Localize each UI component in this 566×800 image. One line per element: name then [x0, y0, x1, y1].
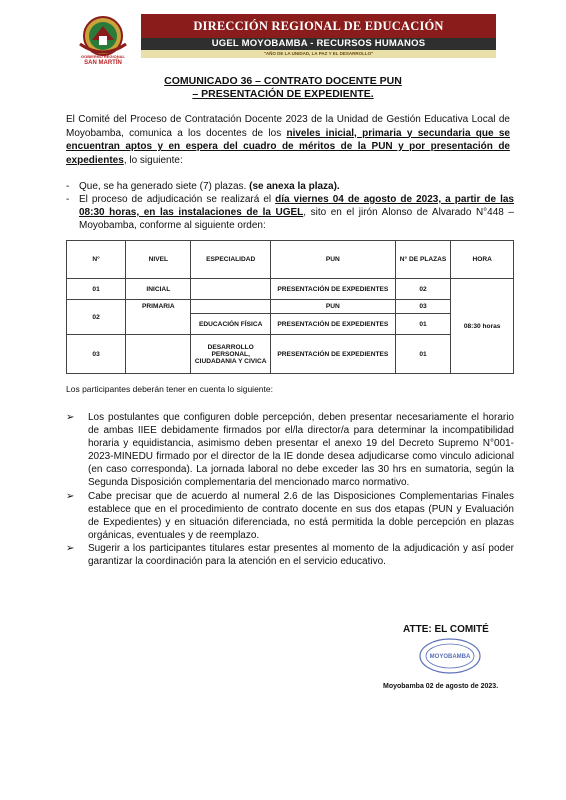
document-title-line1: COMUNICADO 36 – CONTRATO DOCENTE PUN [164, 75, 402, 87]
cell-plazas: 01 [395, 335, 451, 374]
cell-especialidad: EDUCACIÓN FÍSICA [191, 314, 270, 335]
cell-plazas: 02 [395, 279, 451, 300]
logo-line2: SAN MARTÍN [84, 60, 122, 66]
cell-especialidad [191, 300, 270, 314]
list-dash: - [66, 194, 70, 205]
list-item-text: Cabe precisar que de acuerdo al numeral 2.6 de las Disposiciones Complementarias Finales establece que en el procedimiento de contrato docente en sus dos etapas (PUN y Evaluación de Expedientes) y en situación diferenciada, no está permitida la doble percepción en plazas orgánicas, eventuales y de reemplazo. [88, 490, 514, 541]
cell-nivel: INICIAL [126, 279, 191, 300]
signature-heading: ATTE: EL COMITÉ [403, 624, 489, 635]
header-motto: "AÑO DE LA UNIDAD, LA PAZ Y EL DESARROLLO" [141, 50, 496, 58]
intro-emphasis: niveles inicial, primaria y secundaria que se encuentran aptos y en espera del cuadro de méritos de la PUN y por presentación de expedientes [66, 127, 510, 166]
intro-paragraph [66, 113, 510, 167]
cell-nivel [126, 335, 191, 374]
list-item-date: día viernes 04 de agosto de 2023, a partir de las 08:30 [79, 194, 514, 218]
col-header-num: N° [67, 241, 126, 279]
cell-pun: PRESENTACIÓN DE EXPEDIENTES [270, 279, 395, 300]
list-item-location: horas, en las instalaciones de la UGEL [104, 207, 304, 218]
col-header-nivel: NIVEL [126, 241, 191, 279]
table-header-row [67, 241, 514, 279]
col-header-especialidad: ESPECIALIDAD [191, 241, 270, 279]
col-header-pun: PUN [270, 241, 395, 279]
arrow-bullet-icon: ➢ [66, 490, 75, 502]
intro-text: El Comité del Proceso de Contratación Docente 2023 de la Unidad de Gestión Educativa Local de Moyobamba, comunica a los docentes de los [66, 114, 510, 139]
intro-text-end: , lo siguiente: [123, 154, 183, 166]
list-item-text-end: , sito en el jirón Alonso de Alvarado N°448 – Moyobamba, conforme al siguiente orden: [79, 207, 514, 231]
cell-num: 01 [67, 279, 126, 300]
list-item [66, 542, 514, 568]
logo-line1: GOBIERNO REGIONAL [80, 54, 125, 59]
cell-num: 03 [67, 335, 126, 374]
list-item [66, 411, 514, 490]
table-row [67, 279, 514, 300]
cell-plazas: 03 [395, 300, 451, 314]
arrow-bullet-icon: ➢ [66, 412, 75, 423]
document-title [100, 75, 466, 101]
cell-plazas: 01 [395, 314, 451, 335]
cell-nivel: PRIMARIA [126, 300, 191, 335]
cell-especialidad [191, 279, 270, 300]
requirements-list [66, 411, 514, 568]
col-header-hora: HORA [451, 241, 514, 279]
list-item-text: Que, se ha generado siete (7) plazas. [79, 181, 250, 192]
header-title: DIRECCIÓN REGIONAL DE EDUCACIÓN [141, 14, 496, 38]
cell-pun: PUN [270, 300, 395, 314]
list-item [66, 193, 514, 232]
list-dash: - [66, 181, 70, 192]
cell-pun: PRESENTACIÓN DE EXPEDIENTES [270, 314, 395, 335]
arrow-bullet-icon: ➢ [66, 542, 75, 554]
document-title-line2: – PRESENTACIÓN DE EXPEDIENTE. [192, 88, 374, 100]
cell-num: 02 [67, 300, 126, 335]
table-row [67, 300, 514, 314]
list-item-text: Sugerir a los participantes titulares estar presentes al momento de la adjudicación y así poder garantizar la coordinación para la atención en el servicio educativo. [88, 542, 514, 568]
list-item-text: Los postulantes que configuren doble percepción, deben presentar necesariamente el horario de ambas IIEE debidamente firmados por el/la director/a para determinar la incompatibilidad horaria y equidistancia, asimismo deben presentar el anexo 19 del Decreto Supremo N°001-2023-MINEDU firmado por el director de la IE donde desea adjudicarse como vinculo adicional (en caso corresponda). La jornada laboral no debe exceder las 30 hrs en sumatoria, según la Segunda Disposición complementaria del mencionado marco normativo. [88, 412, 514, 489]
list-item-bold: (se anexa la plaza). [249, 181, 340, 192]
cell-hora: 08:30 horas [451, 279, 514, 374]
list-item-text: El proceso de adjudicación se realizará el [79, 194, 276, 205]
header-subtitle: UGEL MOYOBAMBA - RECURSOS HUMANOS [141, 38, 496, 50]
committee-seal [416, 636, 484, 676]
seal-label: MOYOBAMBA [429, 654, 471, 660]
announcement-list [66, 180, 514, 232]
vacancies-table [66, 240, 514, 374]
signature-date: Moyobamba 02 de agosto de 2023. [383, 683, 499, 690]
participants-note: Los participantes deberán tener en cuenta lo siguiente: [66, 384, 273, 394]
cell-pun: PRESENTACIÓN DE EXPEDIENTES [270, 335, 395, 374]
col-header-plazas: N° DE PLAZAS [395, 241, 451, 279]
cell-especialidad: DESARROLLO PERSONAL, CIUDADANIA Y CIVICA [191, 335, 270, 374]
header-banner [141, 14, 496, 58]
list-item [66, 490, 514, 542]
list-item [66, 180, 514, 193]
table-row [67, 335, 514, 374]
